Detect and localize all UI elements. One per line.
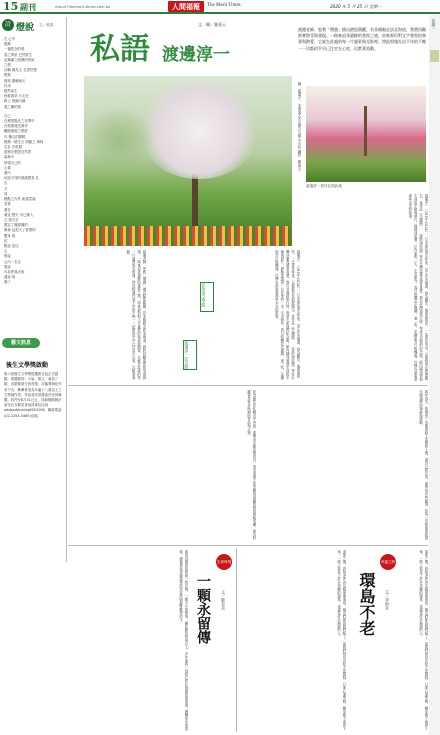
- story-byline: 文／劉美美: [221, 590, 226, 610]
- page-number: 15: [3, 0, 19, 13]
- poem-line: 燃燒: [4, 42, 11, 47]
- poem-line: 佛了: [4, 280, 11, 285]
- subsection-body: 紀念館位於札幌市中央區，建築由安藤忠雄設計，清水混凝土的外觀與周圍的綠意相映成趣，館內收藏著作家各時期的作品與文物。: [246, 390, 256, 540]
- feature-photo: [84, 76, 292, 246]
- header-url: mlsurl7/theme/li-times.com.tw: [55, 5, 111, 9]
- poem-line: 置定了遲照層的: [4, 223, 28, 228]
- section-divider: [68, 545, 428, 546]
- poem-line: 遺說 與: [4, 275, 16, 280]
- masthead-logo: [168, 1, 204, 12]
- flower-bed: [84, 226, 292, 246]
- poem-line: 弦: [4, 238, 8, 243]
- photo2-caption: 渡邊淳一曾任在面此地: [306, 184, 342, 188]
- tree-trunk: [364, 106, 367, 156]
- feature-body-continued: 渡邊淳一（1933─2014），日本當代著名作家，出生於北海道，曾為醫生，後專事寫作，一生著作等身，以描寫男女情愛聞名。其作品《失樂園》、《愛的流放地》等在台灣亦廣受讀者喜愛。我在北海道旅行時，刻意走訪他的紀念館，館內陳列著他生前的手稿與照片，靜靜述說著一位作家的一生。走出館外，春日的櫻花正盛開，風一吹，花瓣如雪片般飄落，彷彿在訴說著那些未完的故事。: [274, 250, 300, 380]
- poem-line: 吉: [4, 181, 8, 186]
- story-byline: 文／李則泉: [385, 590, 390, 610]
- poem-line: 吉 照方正: [4, 217, 19, 222]
- story-tag-label: 幸福之時: [380, 560, 396, 564]
- left-column: [2, 17, 64, 335]
- tab-thumbnail: [430, 50, 439, 62]
- poem-line: 在 心中: [4, 37, 16, 41]
- news-box: [2, 338, 64, 548]
- poem-line: 在燒思陽光之音帶中: [4, 119, 35, 124]
- page-header: [0, 0, 440, 14]
- tree-canopy: [84, 106, 154, 176]
- bottom-right-story: [240, 550, 428, 732]
- poem-line: 自己: [4, 113, 11, 118]
- poem-line: 還在: [4, 207, 11, 212]
- poem-line: 面到 畫種南天: [4, 78, 26, 83]
- poem-line: 之燈: [4, 63, 11, 68]
- poem-line: 森林中: [4, 155, 15, 160]
- feature-title-block: [90, 20, 290, 76]
- poem-line: 傷神 也把大了世情的: [4, 228, 36, 233]
- story-tag: [380, 554, 396, 570]
- story-tag-label: 生命時刻: [216, 560, 232, 564]
- feature-photo-small: [306, 86, 426, 182]
- news-tag: [2, 338, 40, 348]
- feature-title-main: 私語: [90, 32, 150, 67]
- story-tag: [216, 554, 232, 570]
- poem-line: 燈說: [4, 264, 11, 269]
- weekday-tab: 星期一: [431, 19, 437, 31]
- poem-title: 燈說: [16, 23, 35, 33]
- right-margin-tab: [429, 15, 440, 735]
- poem-line: 燃然而生: [4, 89, 18, 94]
- poem-line: 浮嶼 佛光文 名思好想: [4, 68, 37, 73]
- subsection-header: [183, 340, 197, 370]
- poem-line: 點說 是以: [4, 243, 19, 248]
- story-body-right: 退休之後，我和老伴決定騎單車環島，親友們都說我們瘋了，但我們相信年紀不是限制，只要心還年輕，腳步就不會停下來。一路上看見了許多美麗的風景，也遇見許多熱情的人。: [418, 550, 428, 731]
- issue-date: 2020 年 5 月 25 日 星期一: [330, 4, 382, 9]
- subsection-label: 渡邊淳一記念館: [184, 341, 190, 369]
- column-badge: [2, 19, 14, 31]
- poem-line: 舒張自己的: [4, 160, 21, 165]
- bottom-left-story: [2, 550, 234, 732]
- leaf-icon: 詩: [4, 21, 11, 28]
- feature-byline: 文．攝／賽嘉云: [198, 22, 226, 27]
- feature-title-sub: 渡邊淳一: [162, 45, 230, 65]
- poem-line: 照宜 整天 早已換入: [4, 212, 34, 217]
- masthead-english: The Merit Times: [207, 3, 241, 8]
- poem-line: 其實: [4, 202, 11, 207]
- poem-line: 在燈照流光佛寺: [4, 124, 28, 129]
- poem-line: 心情: [4, 165, 11, 170]
- poem-byline: 文／張果: [39, 23, 54, 27]
- poem-line: 燈聖: [4, 73, 11, 78]
- poem-line: 記錄滿之陰開的景致: [4, 57, 35, 62]
- poem-line: 春之萬里 巴然蒞生: [4, 52, 33, 57]
- subsection-label: 北海道文學館: [201, 283, 207, 307]
- story-body: 那是母親留給我唯一的首飾，一顆小小的珍珠，鑲在銀色的戒台上。多年來我一直把它收在抽屜的最深處，偶爾拿出來看看，總會想起母親溫柔的笑容與她那雙勤勞的手。: [178, 550, 188, 731]
- poem-line: 游移於想思自然的: [4, 150, 32, 155]
- news-title: 後生文學獎啟動: [6, 362, 49, 369]
- news-tag-label: 藝文訊息: [10, 340, 31, 346]
- story-title: 環島不老: [357, 572, 376, 636]
- feature-body: 渡邊淳一（1933─2014），日本當代著名作家，出生於北海道，曾為醫生，後專事寫作，一生著作等身，以描寫男女情愛聞名。其作品《失樂園》、《愛的流放地》等在台灣亦廣受讀者喜愛。我在北海道旅行時，刻意走訪他的紀念館，館內陳列著他生前的手稿與照片，靜靜述說著一位作家的一生。走出館外，春日的櫻花正盛開，風一吹，花瓣如雪片般飄落，彷彿在訴說著那些未完的故事。: [407, 194, 428, 381]
- poem-line: 內 懂互的開輕: [4, 134, 26, 139]
- poem-line: 燈說: [4, 254, 11, 259]
- poem-line: 秋看看草 行走在: [4, 94, 29, 99]
- column-divider: [66, 17, 67, 562]
- poem-body: [4, 37, 62, 286]
- section-name: 副刊: [20, 3, 36, 12]
- poem-line: 燃點之內外 新遠莖處: [4, 197, 36, 202]
- poem-line: 仿用: [4, 83, 11, 88]
- poem-line: 生存 在燈照: [4, 145, 23, 150]
- feature-intro: 渡邊老師，恕我「僭越」擅自踏您舊蹤，若非親眼走訪北海道，我將回顧卻實際受與發現。一路來追尋遺跡的書寫之旅，原來那份對文字書寫的執著與熱愛，它就在此處的每一片風景與光影裡，徐此相遇在這不年的不晚一一切都似乎早已注定在心底，沉默著流動。: [298, 27, 426, 51]
- poem-line: 同: [4, 191, 8, 196]
- story-body: 退休之後，我和老伴決定騎單車環島，親友們都說我們瘋了，但我們相信年紀不是限制，只要心還年輕，腳步就不會停下來。一路上看見了許多美麗的風景，也遇見許多熱情的人。: [336, 550, 346, 731]
- poem-line: 心內一名言: [4, 259, 21, 264]
- poem-line: 遺中: [4, 171, 11, 176]
- poem-line: 燃燒一燒生台 照賦之 林柯: [4, 139, 44, 144]
- poem-line: 路上 孤鏡月鏡: [4, 99, 26, 104]
- tree-canopy: [139, 84, 259, 179]
- news-body: 第六屆後生文學獎徵選即日起正式啟動，徵選類別：小說、散文、新詩三類，各類獎項分設首獎、評審獎與佳作若干名；參賽者須為年滿十八歲以上之文學創作者，作品須未曾發表於任何媒體。收件至8月31日止，詳細徵稿辦法請至官方網站查詢或來信洽詢 wtsbyublishing6303108，聯絡電話(02-2254-5460)洽詢。: [4, 372, 62, 418]
- feature-body-left: 渡邊老師，恕我「僭越」擅自踏您舊蹤，若非親眼走訪北海道，我將回顧卻實際受與發現。一路來追尋遺跡的書寫之旅，原來那份對文字書寫的執著與熱愛，它就在此處的每一片風景與光影裡，徐此相遇在這不年的不晚一一切都似乎早已注定在心底，沉默著流動。: [125, 250, 146, 380]
- poem-line: 切說不得的流落想喜 孔: [4, 176, 39, 181]
- poem-line: 顯眼流照之燃度: [4, 129, 28, 134]
- subsection-header: [200, 282, 214, 312]
- column-divider: [236, 548, 237, 732]
- subsection-body: 那年春天，我帶著一本舊書踏上北國的土地，書頁已經泛黃，邊角也有些破損，但每一頁都留著我當年閱讀時的筆跡與感動。: [418, 390, 428, 540]
- poem-line: 方: [4, 186, 8, 191]
- poem-line: 一盞思念的燈: [4, 47, 25, 52]
- poem-line: 體身 爬: [4, 233, 16, 238]
- masthead-name: 人間福報: [172, 2, 200, 11]
- poem-line: 遐之擁的情: [4, 104, 21, 109]
- section-divider: [68, 385, 428, 386]
- poem-line: 內存停我出來: [4, 269, 25, 274]
- poem-line: 心: [4, 249, 8, 254]
- photo-caption: 圖：渡邊淳一 北海道大雪山國立公園 中川町 攝影：賽嘉云: [297, 82, 301, 171]
- story-title: 一顆永留傳: [195, 574, 211, 644]
